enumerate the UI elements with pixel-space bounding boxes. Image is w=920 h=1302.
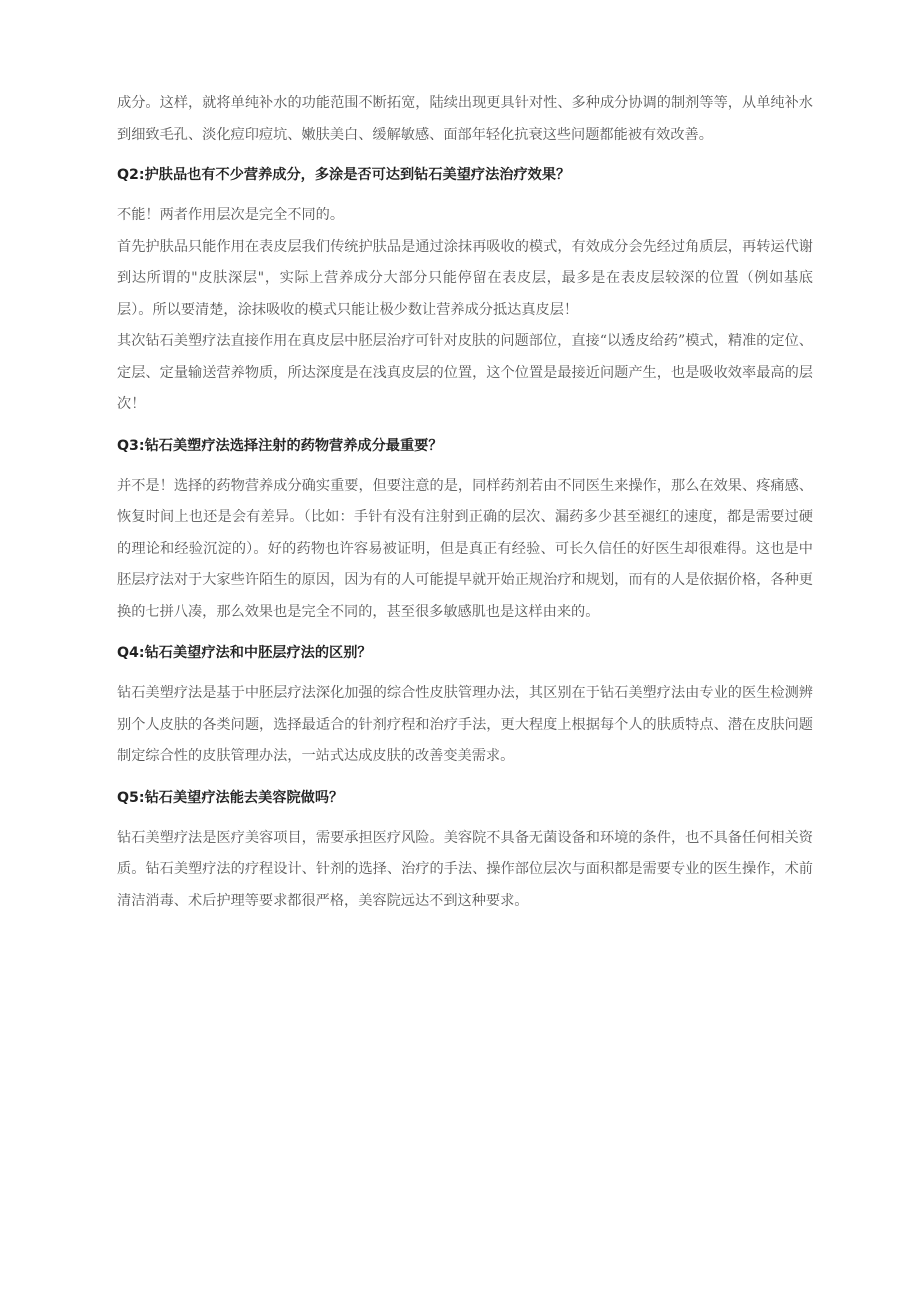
answer-paragraph: 并不是！选择的药物营养成分确实重要，但要注意的是，同样药剂若由不同医生来操作，那么在效果、疼痛感、恢复时间上也还是会有差异。（比如：手针有没有注射到正确的层次、漏药多少甚至褪红的速度，都是需要过硬的理论和经验沉淀的）。好的药物也许容易被证明，但是真正有经验、可长久信任的好医生却很难得。这也是中胚层疗法对于大家些许陌生的原因，因为有的人可能提早就开始正规治疗和规划，而有的人是依据价格，各种更换的七拼八凑，那么效果也是完全不同的，甚至很多敏感肌也是这样由来的。 xyxy=(117,477,813,620)
section-q5 xyxy=(117,787,813,918)
answer-paragraph: 钻石美塑疗法是医疗美容项目，需要承担医疗风险。美容院不具备无菌设备和环境的条件，也不具备任何相关资质。钻石美塑疗法的疗程设计、针剂的选择、治疗的手法、操作部位层次与面积都是需要专业的医生操作，术前清洁消毒、术后护理等要求都很严格，美容院远达不到这种要求。 xyxy=(117,829,813,909)
answer-paragraph: 不能！两者作用层次是完全不同的。 xyxy=(117,207,345,223)
question-heading: Q4:钻石美望疗法和中胚层疗法的区别？ xyxy=(117,645,372,661)
answer-paragraph: 钻石美塑疗法是基于中胚层疗法深化加强的综合性皮肤管理办法，其区别在于钻石美塑疗法由专业的医生检测辨别个人皮肤的各类问题，选择最适合的针剂疗程和治疗手法，更大程度上根据每个人的肤质特点、潜在皮肤问题制定综合性的皮肤管理办法，一站式达成皮肤的改善变美需求。 xyxy=(117,685,813,764)
section-q2 xyxy=(117,164,813,421)
answer-paragraph: 其次钻石美塑疗法直接作用在真皮层中胚层治疗可针对皮肤的问题部位，直接“以透皮给药”模式，精准的定位、定层、定量输送营养物质，所达深度是在浅真皮层的位置，这个位置是最接近问题产生，也是吸收效率最高的层次！ xyxy=(117,333,813,412)
question-heading: Q2:护肤品也有不少营养成分，多涂是否可达到钻石美望疗法治疗效果？ xyxy=(117,167,571,183)
answer-paragraph: 首先护肤品只能作用在表皮层我们传统护肤品是通过涂抹再吸收的模式，有效成分会先经过角质层，再转运代谢到达所谓的"皮肤深层"，实际上营养成分大部分只能停留在表皮层，最多是在表皮层较深的位置（例如基底层）。所以要清楚，涂抹吸收的模式只能让极少数让营养成分抵达真皮层！ xyxy=(117,238,813,318)
document-page xyxy=(117,88,813,917)
question-heading: Q5:钻石美望疗法能去美容院做吗？ xyxy=(117,789,344,806)
section-q4 xyxy=(117,642,813,773)
intro-paragraph: 成分。这样，就将单纯补水的功能范围不断拓宽，陆续出现更具针对性、多种成分协调的制剂等等，从单纯补水到细致毛孔、淡化痘印痘坑、嫩肤美白、缓解敏感、面部年轻化抗衰这些问题都能被有效改善。 xyxy=(117,95,813,143)
question-heading: Q3:钻石美塑疗法选择注射的药物营养成分最重要？ xyxy=(117,437,443,454)
section-q3 xyxy=(117,435,813,629)
